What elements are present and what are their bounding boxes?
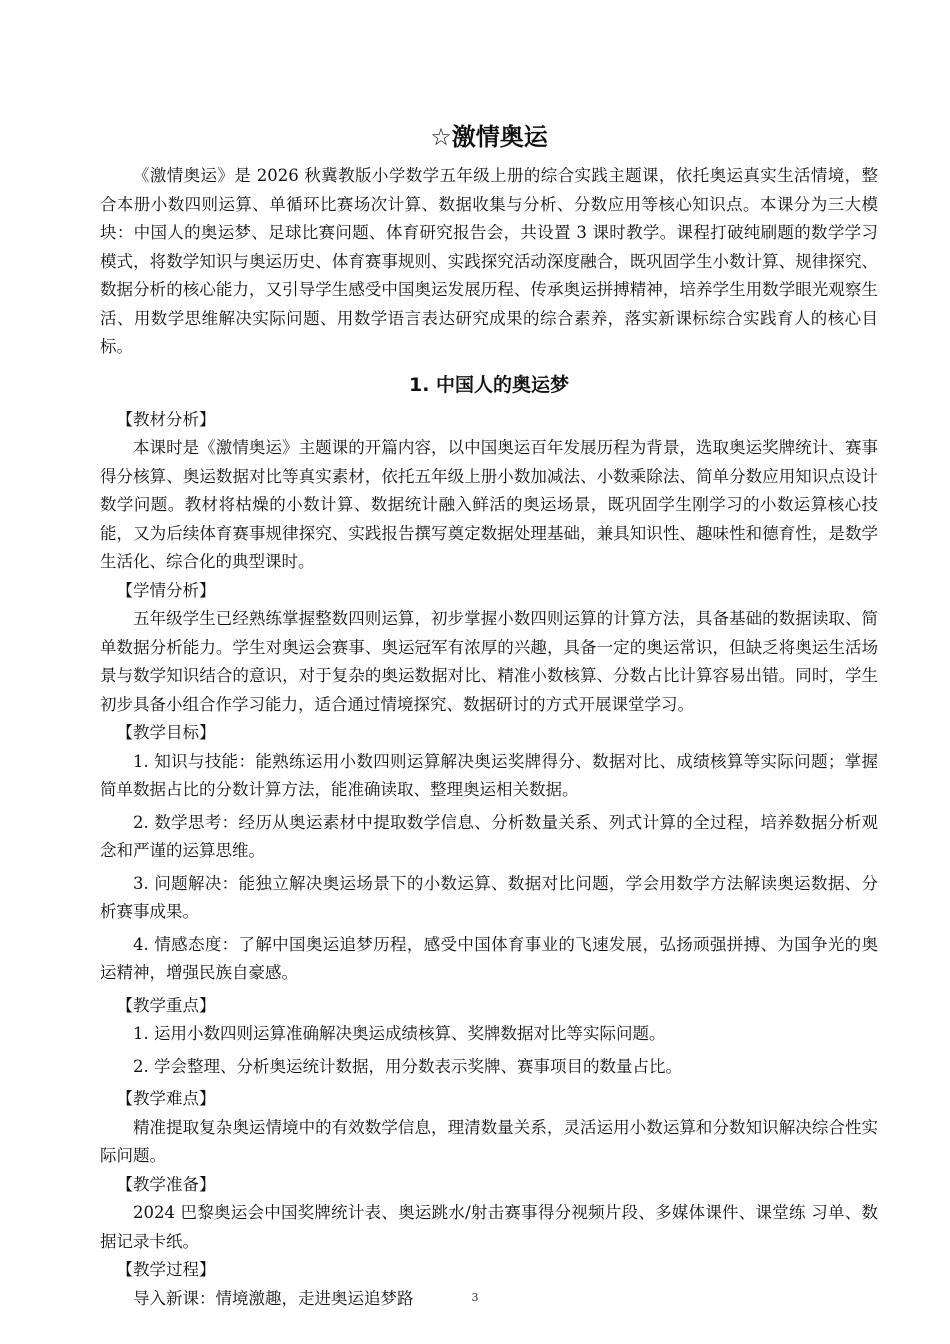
goal-item: 4. 情感态度：了解中国奥运追梦历程，感受中国体育事业的飞速发展，弘扬顽强拼搏、为国争光的奥运精神，增强民族自豪感。	[100, 934, 878, 982]
goal-item: 2. 数学思考：经历从奥运素材中提取数学信息、分析数量关系、列式计算的全过程，培养数据分析观念和严谨的运算思维。	[100, 812, 878, 860]
preparation-heading: 【教学准备】	[116, 1174, 216, 1194]
preparation-text: 2024 巴黎奥运会中国奖牌统计表、奥运跳水/射击赛事得分视频片段、多媒体课件、课堂练 习单、数据记录卡纸。	[100, 1203, 878, 1251]
key-point-item: 1. 运用小数四则运算准确解决奥运成绩核算、奖牌数据对比等实际问题。	[133, 1024, 666, 1043]
document-title: ☆激情奥运	[430, 123, 548, 151]
textbook-analysis-text: 本课时是《激情奥运》主题课的开篇内容，以中国奥运百年发展历程为背景，选取奥运奖牌统计、赛事得分核算、奥运数据对比等真实素材，依托五年级上册小数加减法、小数乘除法、简单分数应用知识点设计数学问题。教材将枯燥的小数计算、数据统计融入鲜活的奥运场景，既巩固学生刚学习的小数运算核心技能，又为后续体育赛事规律探究、实践报告撰写奠定数据处理基础，兼具知识性、趣味性和德育性，是数学生活化、综合化的典型课时。	[100, 438, 878, 571]
difficulty-text: 精准提取复杂奥运情境中的有效数学信息，理清数量关系，灵活运用小数运算和分数知识解决综合性实际问题。	[100, 1117, 878, 1165]
document-page	[100, 118, 878, 1313]
intro-paragraph: 《激情奥运》是 2026 秋冀教版小学数学五年级上册的综合实践主题课，依托奥运真实生活情境，整合本册小数四则运算、单循环比赛场次计算、数据收集与分析、分数应用等核心知识点。本课分为三大模块：中国人的奥运梦、足球比赛问题、体育研究报告会，共设置 3 课时教学。课程打破纯刷题的数学学习模式，将数学知识与奥运历史、体育赛事规则、实践探究活动深度融合，既巩固学生小数计算、规律探究、数据分析的核心能力，又引导学生感受中国奥运发展历程、传承奥运拼搏精神，培养学生用数学眼光观察生活、用数学思维解决实际问题、用数学语言表达研究成果的综合素养，落实新课标综合实践育人的核心目标。	[100, 166, 878, 356]
section-title: 1. 中国人的奥运梦	[408, 373, 570, 396]
page-number: 3	[471, 1291, 479, 1304]
difficulty-heading: 【教学难点】	[116, 1089, 216, 1108]
student-analysis-heading: 【学情分析】	[116, 580, 216, 600]
teaching-goals-heading: 【教学目标】	[116, 723, 216, 742]
goal-item: 3. 问题解决：能独立解决奥运场景下的小数运算、数据对比问题，学会用数学方法解读奥运数据、分析赛事成果。	[100, 873, 878, 921]
process-heading: 【教学过程】	[116, 1260, 216, 1279]
key-point-item: 2. 学会整理、分析奥运统计数据，用分数表示奖牌、赛事项目的数量占比。	[133, 1056, 682, 1076]
textbook-analysis-heading: 【教材分析】	[116, 409, 216, 429]
student-analysis-text: 五年级学生已经熟练掌握整数四则运算，初步掌握小数四则运算的计算方法，具备基础的数据读取、简单数据分析能力。学生对奥运会赛事、奥运冠军有浓厚的兴趣，具备一定的奥运常识，但缺乏将奥运生活场景与数学知识结合的意识，对于复杂的奥运数据对比、精准小数核算、分数占比计算容易出错。同时，学生初步具备小组合作学习能力，适合通过情境探究、数据研讨的方式开展课堂学习。	[100, 609, 878, 714]
goal-item: 1. 知识与技能：能熟练运用小数四则运算解决奥运奖牌得分、数据对比、成绩核算等实际问题；掌握简单数据占比的分数计算方法，能准确读取、整理奥运相关数据。	[100, 751, 878, 799]
key-points-heading: 【教学重点】	[116, 995, 216, 1015]
process-text: 导入新课：情境激趣，走进奥运追梦路	[133, 1288, 414, 1308]
